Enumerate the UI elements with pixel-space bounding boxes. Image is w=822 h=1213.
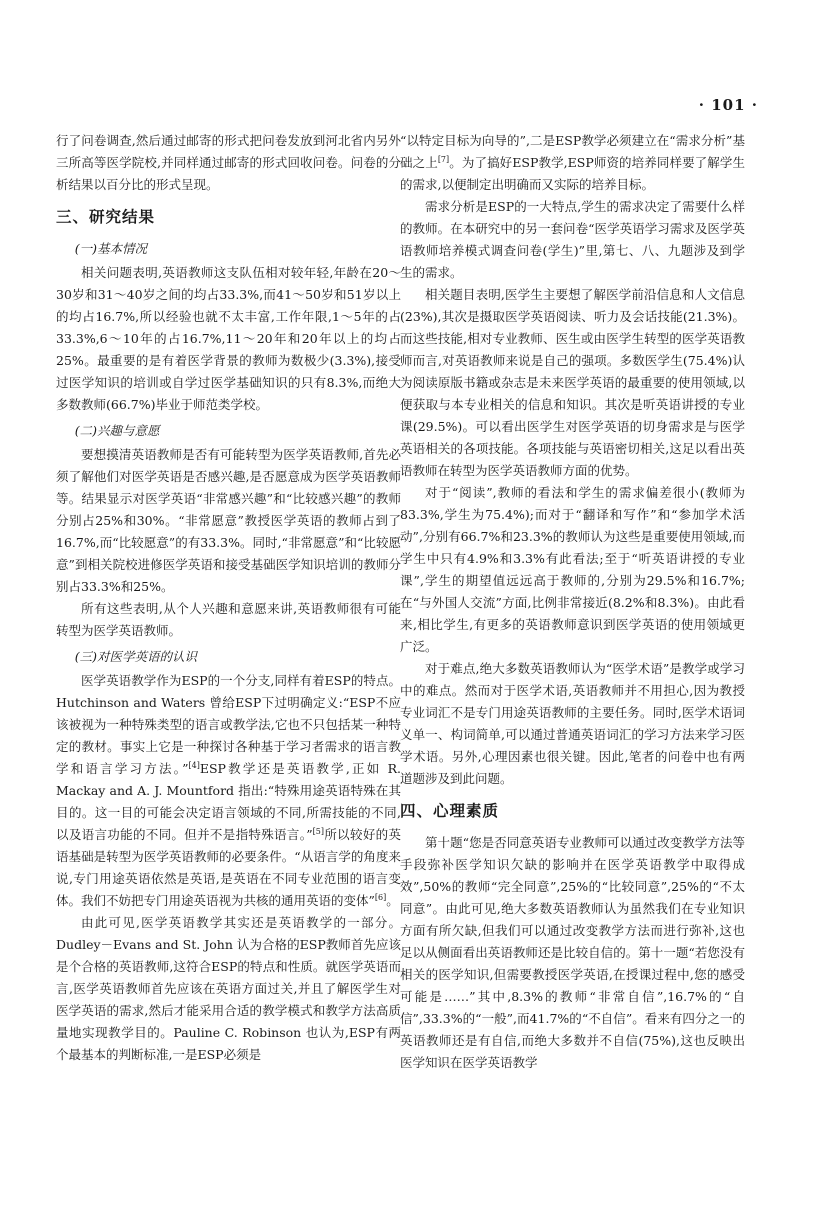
text-run: ESP教学还是英语教学,正如 R. Mackay and A. J. Mountford 指出:“特殊用途英语特殊在其目的。这一目的可能会决定语言领域的不同,所需技能的不同,以及语言功能的不同。但并不是指特殊语言。” xyxy=(56,761,401,842)
text-run: 医学英语教学作为ESP的一个分支,同样有着ESP的特点。Hutchinson and Waters 曾给ESP下过明确定义:“ESP不应该被视为一种特殊类型的语言或教学法,它也不只包括某一种特定的教材。事实上它是一种探讨各种基于学习者需求的语言教学和语言学习方法。” xyxy=(56,673,401,776)
citation-ref: [7] xyxy=(437,154,450,164)
text-run: “以特定目标为向导的”,二是ESP教学必须建立在“需求分析”基础之上 xyxy=(400,133,745,170)
paragraph-with-citations xyxy=(400,130,745,196)
citation-ref: [5] xyxy=(312,826,325,836)
text-run: 所以较好的英语基础是转型为医学英语教师的必要条件。“从语言学的角度来说,专门用途英语依然是英语,是英语在不同专业范围的语言变体。我们不妨把专门用途英语视为共核的通用英语的变体” xyxy=(56,827,401,908)
right-column xyxy=(400,130,745,1074)
paragraph: 所有这些表明,从个人兴趣和意愿来讲,英语教师很有可能转型为医学英语教师。 xyxy=(56,601,401,638)
paragraph: 相关问题表明,英语教师这支队伍相对较年轻,年龄在20～30岁和31～40岁之间的均占33.3%,而41～50岁和51岁以上的均占16.7%,所以经验也就不太丰富,工作年限,1～5年的占33.3%,6～10年的占16.7%,11～20年和20年以上的均占25%。最重要的是有着医学背景的教师为数极少(3.3%),接受过医学知识的培训或自学过医学基础知识的只有8.3%,而绝大多数教师(66.7%)毕业于师范类学校。 xyxy=(56,265,401,412)
subheading-interest: (二)兴趣与意愿 xyxy=(74,423,160,438)
section-heading-results: 三、研究结果 xyxy=(56,208,156,226)
paragraph: 需求分析是ESP的一大特点,学生的需求决定了需要什么样的教师。在本研究中的另一套问卷“医学英语学习需求及医学英语教师培养模式调查问卷(学生)”里,第七、八、九题涉及到学生的需求。 xyxy=(400,199,745,280)
text-run: 。 xyxy=(386,893,399,908)
paragraph: 要想摸清英语教师是否有可能转型为医学英语教师,首先必须了解他们对医学英语是否感兴趣,是否愿意成为医学英语教师等。结果显示对医学英语“非常感兴趣”和“比较感兴趣”的教师分别占25%和30%。“非常愿意”教授医学英语的教师占到了16.7%,而“比较愿意”的有33.3%。同时,“非常愿意”和“比较愿意”到相关院校进修医学英语和接受基础医学知识培训的教师分别占33.3%和25%。 xyxy=(56,447,401,594)
section-heading-psych: 四、心理素质 xyxy=(400,802,500,820)
paragraph: 第十题“您是否同意英语专业教师可以通过改变教学方法等手段弥补医学知识欠缺的影响并在医学英语教学中取得成效”,50%的教师“完全同意”,25%的“比较同意”,25%的“不太同意”。由此可见,绝大多数英语教师认为虽然我们在专业知识方面有所欠缺,但我们可以通过改变教学方法而进行弥补,这也足以从侧面看出英语教师还是比较自信的。第十一题“若您没有相关的医学知识,但需要教授医学英语,在授课过程中,您的感受可能是……”其中,8.3%的教师“非常自信”,16.7%的“自信”,33.3%的“一般”,而41.7%的“不自信”。看来有四分之一的英语教师还是有自信,而绝大多数并不自信(75%),这也反映出医学知识在医学英语教学 xyxy=(400,835,745,1070)
paragraph: 相关题目表明,医学生主要想了解医学前沿信息和人文信息(23%),其次是摄取医学英语阅读、听力及会话技能(21.3%)。而这些技能,相对专业教师、医生或由医学生转型的医学英语教师而言,对英语教师来说是自己的强项。多数医学生(75.4%)认为阅读原版书籍或杂志是未来医学英语的最重要的使用领域,以便获取与本专业相关的信息和知识。其次是听英语讲授的专业课(29.5%)。可以看出医学生对医学英语的切身需求是与医学英语相关的各项技能。各项技能与英语密切相关,这足以看出英语教师在转型为医学英语教师方面的优势。 xyxy=(400,287,745,478)
paragraph: 行了问卷调查,然后通过邮寄的形式把问卷发放到河北省内另外三所高等医学院校,并同样通过邮寄的形式回收问卷。问卷的分析结果以百分比的形式呈现。 xyxy=(56,133,401,192)
paragraph-with-citations xyxy=(56,670,401,912)
text-run: 。为了搞好ESP教学,ESP师资的培养同样要了解学生的需求,以便制定出明确而又实际的培养目标。 xyxy=(400,155,745,192)
citation-ref: [4] xyxy=(188,760,200,770)
left-column xyxy=(56,130,401,1066)
paragraph: 对于难点,绝大多数英语教师认为“医学术语”是教学或学习中的难点。然而对于医学术语,英语教师并不用担心,因为教授专业词汇不是专门用途英语教师的主要任务。同时,医学术语词义单一、构词简单,可以通过普通英语词汇的学习方法来学习医学术语。另外,心理因素也很关键。因此,笔者的问卷中也有两道题涉及到此问题。 xyxy=(400,661,745,786)
paragraph: 对于“阅读”,教师的看法和学生的需求偏差很小(教师为83.3%,学生为75.4%);而对于“翻译和写作”和“参加学术活动”,分别有66.7%和23.3%的教师认为这些是重要使用领域,而学生中只有4.9%和3.3%有此看法;至于“听英语讲授的专业课”,学生的期望值远远高于教师的,分别为29.5%和16.7%;在“与外国人交流”方面,比例非常接近(8.2%和8.3%)。由此看来,相比学生,有更多的英语教师意识到医学英语的使用领域更广泛。 xyxy=(400,485,745,654)
citation-ref: [6] xyxy=(374,892,387,902)
subheading-basic: (一)基本情况 xyxy=(74,241,148,256)
page-number: · 101 · xyxy=(698,96,758,114)
subheading-cognition: (三)对医学英语的认识 xyxy=(74,649,198,664)
paragraph: 由此可见,医学英语教学其实还是英语教学的一部分。Dudley－Evans and St. John 认为合格的ESP教师首先应该是个合格的英语教师,这符合ESP的特点和性质。就医学英语而言,医学英语教师首先应该在英语方面过关,并且了解医学生对医学英语的需求,然后才能采用合适的教学模式和教学方法高质量地实现教学目的。Pauline C. Robinson 也认为,ESP有两个最基本的判断标准,一是ESP必须是 xyxy=(56,915,401,1062)
